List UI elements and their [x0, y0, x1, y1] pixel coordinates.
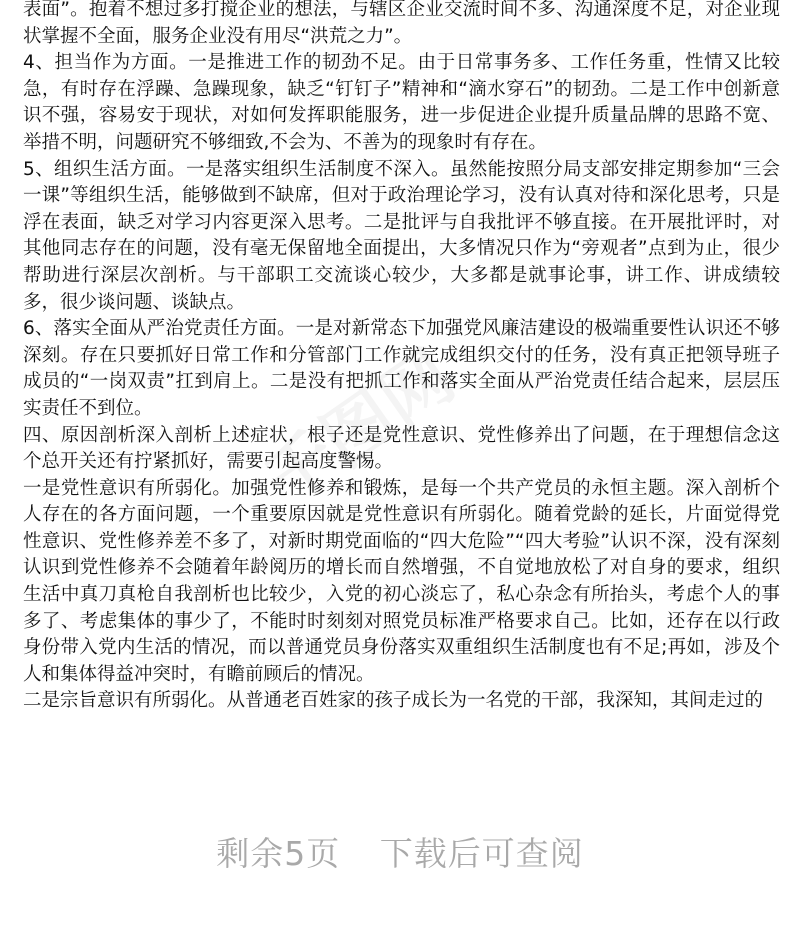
download-prompt[interactable]	[0, 828, 800, 875]
document-body	[23, 0, 780, 715]
paragraph: 4、担当作为方面。一是推进工作的韧劲不足。由于日常事务多、工作任务重，性情又比较急，有时存在浮躁、急躁现象，缺乏“钉钉子”精神和“滴水穿石”的韧劲。二是工作中创新意识不强，容易安于现状，对如何发挥职能服务，进一步促进企业提升质量品牌的思路不宽、举措不明，问题研究不够细致,不会为、不善为的现象时有存在。	[23, 52, 780, 153]
paragraph: 6、落实全面从严治党责任方面。一是对新常态下加强党风廉洁建设的极端重要性认识还不够深刻。存在只要抓好日常工作和分管部门工作就完成组织交付的任务，没有真正把领导班子成员的“一岗双责”扛到肩上。二是没有把抓工作和落实全面从严治党责任结合起来，层层压实责任不到位。	[23, 318, 780, 419]
remaining-pages-label: 剩余5页	[216, 834, 341, 873]
paragraph: 表面”。抱着不想过多打搅企业的想法，与辖区企业交流时间不多、沟通深度不足，对企业现状掌握不全面，服务企业没有用尽“洪荒之力”。	[23, 0, 780, 47]
download-to-view-label[interactable]: 下载后可查阅	[379, 834, 584, 873]
paragraph: 二是宗旨意识有所弱化。从普通老百姓家的孩子成长为一名党的干部，我深知，其间走过的	[23, 690, 764, 712]
paragraph: 5、组织生活方面。一是落实组织生活制度不深入。虽然能按照分局支部安排定期参加“三会一课”等组织生活，能够做到不缺席，但对于政治理论学习，没有认真对待和深化思考，只是浮在表面，缺乏对学习内容更深入思考。二是批评与自我批评不够直接。在开展批评时，对其他同志存在的问题，没有毫无保留地全面提出，大多情况只作为“旁观者”点到为止，很少帮助进行深层次剖析。与干部职工交流谈心较少，大多都是就事论事，讲工作、讲成绩较多，很少谈问题、谈缺点。	[23, 158, 780, 313]
paragraph: 一是党性意识有所弱化。加强党性修养和锻炼，是每一个共产党员的永恒主题。深入剖析个人存在的各方面问题，一个重要原因就是党性意识有所弱化。随着党龄的延长，片面觉得党性意识、党性修养差不多了，对新时期党面临的“四大危险”“四大考验”认识不深，没有深刻认识到党性修养不会随着年龄阅历的增长而自然增强，不自觉地放松了对自身的要求，组织生活中真刀真枪自我剖析也比较少，入党的初心淡忘了，私心杂念有所抬头，考虑个人的事多了、考虑集体的事少了，不能时时刻刻对照党员标准严格要求自己。比如，还存在以行政身份带入党内生活的情况，而以普通党员身份落实双重组织生活制度也有不足;再如，涉及个人和集体得益冲突时，有瞻前顾后的情况。	[23, 477, 780, 685]
paragraph: 四、原因剖析深入剖析上述症状，根子还是党性意识、党性修养出了问题，在于理想信念这个总开关还有拧紧抓好，需要引起高度警惕。	[23, 424, 780, 473]
